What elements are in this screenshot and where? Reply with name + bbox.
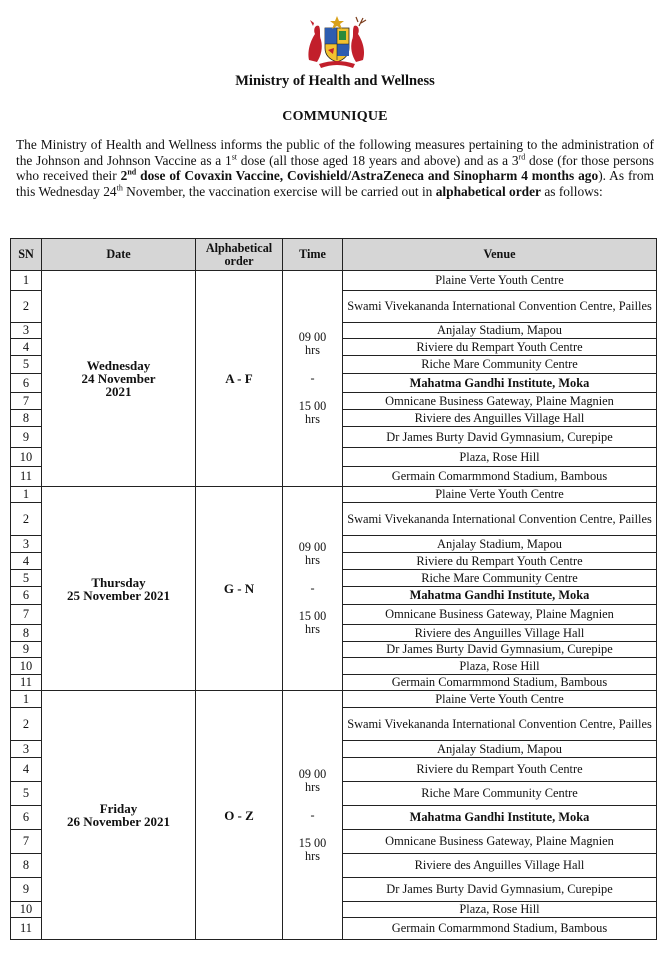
coat-of-arms-icon <box>303 14 371 70</box>
time-hrs-end: hrs <box>305 412 320 426</box>
date-cell <box>42 691 196 940</box>
row-sn: 8 <box>11 854 42 878</box>
time-cell <box>283 487 343 691</box>
venue-cell: Dr James Burty David Gymnasium, Curepipe <box>343 427 657 448</box>
row-sn: 6 <box>11 806 42 830</box>
row-sn: 6 <box>11 374 42 393</box>
venue-cell: Mahatma Gandhi Institute, Moka <box>343 806 657 830</box>
venue-cell: Riviere des Anguilles Village Hall <box>343 625 657 642</box>
venue-cell: Riviere du Rempart Youth Centre <box>343 339 657 356</box>
venue-cell: Omnicane Business Gateway, Plaine Magnien <box>343 830 657 854</box>
header-date: Date <box>42 239 196 271</box>
row-sn: 8 <box>11 410 42 427</box>
date-weekday: Wednesday <box>86 358 151 373</box>
time-end: 15 00 <box>298 609 327 623</box>
row-sn: 7 <box>11 830 42 854</box>
alphabetical-range-cell: A - F <box>196 271 283 487</box>
schedule-body <box>11 271 657 940</box>
venue-cell: Riche Mare Community Centre <box>343 782 657 806</box>
row-sn: 11 <box>11 918 42 940</box>
row-sn: 5 <box>11 570 42 587</box>
venue-cell: Plaza, Rose Hill <box>343 658 657 675</box>
row-sn: 4 <box>11 758 42 782</box>
venue-cell: Germain Comarmmond Stadium, Bambous <box>343 918 657 940</box>
row-sn: 6 <box>11 587 42 605</box>
row-sn: 4 <box>11 553 42 570</box>
row-sn: 9 <box>11 878 42 902</box>
intro-text-1: The Ministry of Health and Wellness informs the public of the following measures pertaining to the administration of the Johnson and Johnson Vaccine as a 1 <box>16 137 654 168</box>
venue-cell: Dr James Burty David Gymnasium, Curepipe <box>343 642 657 658</box>
venue-cell: Dr James Burty David Gymnasium, Curepipe <box>343 878 657 902</box>
header-alphabetical-order: Alphabetical order <box>196 239 283 271</box>
venue-cell: Swami Vivekananda International Convention Centre, Pailles <box>343 291 657 323</box>
venue-cell: Anjalay Stadium, Mapou <box>343 741 657 758</box>
date-cell <box>42 271 196 487</box>
time-end: 15 00 <box>298 835 327 850</box>
intro-text-6: as follows: <box>541 183 603 199</box>
intro-bold-2: alphabetical order <box>435 183 541 199</box>
row-sn: 2 <box>11 708 42 741</box>
date-full: 24 November 2021 <box>81 371 156 399</box>
row-sn: 9 <box>11 642 42 658</box>
intro-text-5: November, the vaccination exercise will be carried out in <box>122 183 436 199</box>
venue-cell: Swami Vivekananda International Convention Centre, Pailles <box>343 503 657 536</box>
venue-cell: Riviere du Rempart Youth Centre <box>343 553 657 570</box>
venue-cell: Riviere des Anguilles Village Hall <box>343 410 657 427</box>
row-sn: 1 <box>11 487 42 503</box>
date-full: 25 November 2021 <box>66 587 171 603</box>
row-sn: 2 <box>11 291 42 323</box>
row-sn: 7 <box>11 605 42 625</box>
intro-bold-1: 2nd dose of Covaxin Vaccine, Covishield/AstraZeneca and Sinopharm 4 months ago <box>120 167 599 184</box>
time-cell <box>283 271 343 487</box>
row-sn: 4 <box>11 339 42 356</box>
venue-cell: Mahatma Gandhi Institute, Moka <box>343 587 657 605</box>
venue-cell: Swami Vivekananda International Convention Centre, Pailles <box>343 708 657 741</box>
alphabetical-range-cell: G - N <box>196 487 283 691</box>
time-start: 09 00 <box>298 766 327 781</box>
row-sn: 10 <box>11 902 42 918</box>
table-row <box>11 487 657 503</box>
vaccination-schedule-table <box>10 238 657 940</box>
row-sn: 10 <box>11 448 42 467</box>
date-weekday: Friday <box>99 801 138 816</box>
venue-cell: Plaza, Rose Hill <box>343 448 657 467</box>
communique-heading: COMMUNIQUE <box>282 109 388 124</box>
intro-sup-3: th <box>116 183 123 193</box>
time-end: 15 00 <box>298 399 327 413</box>
date-cell <box>42 487 196 691</box>
venue-cell: Mahatma Gandhi Institute, Moka <box>343 374 657 393</box>
row-sn: 11 <box>11 467 42 487</box>
ministry-title: Ministry of Health and Wellness <box>235 73 435 89</box>
time-hrs: hrs <box>305 553 320 567</box>
venue-cell: Anjalay Stadium, Mapou <box>343 536 657 553</box>
time-hrs-end: hrs <box>305 622 320 636</box>
row-sn: 10 <box>11 658 42 675</box>
venue-cell: Riche Mare Community Centre <box>343 356 657 374</box>
table-header-row <box>11 239 657 271</box>
table-row <box>11 691 657 708</box>
header-time: Time <box>283 239 343 271</box>
intro-text-4: ). As from this Wednesday 24 <box>16 168 654 199</box>
row-sn: 1 <box>11 271 42 291</box>
venue-cell: Riche Mare Community Centre <box>343 570 657 587</box>
row-sn: 11 <box>11 675 42 691</box>
row-sn: 1 <box>11 691 42 708</box>
time-start: 09 00 <box>298 540 327 554</box>
intro-text-3: dose (for those persons who received their <box>16 152 655 184</box>
time-dash: - <box>310 807 315 822</box>
alphabetical-range-cell: O - Z <box>196 691 283 940</box>
venue-cell: Riviere des Anguilles Village Hall <box>343 854 657 878</box>
venue-cell: Germain Comarmmond Stadium, Bambous <box>343 675 657 691</box>
venue-cell: Anjalay Stadium, Mapou <box>343 323 657 339</box>
time-dash: - <box>310 581 315 595</box>
venue-cell: Omnicane Business Gateway, Plaine Magnien <box>343 393 657 410</box>
time-cell <box>283 691 343 940</box>
intro-paragraph <box>16 137 654 199</box>
date-full: 26 November 2021 <box>66 814 171 829</box>
time-hrs: hrs <box>305 343 320 357</box>
row-sn: 2 <box>11 503 42 536</box>
intro-sup-2: rd <box>518 152 526 162</box>
venue-cell: Omnicane Business Gateway, Plaine Magnien <box>343 605 657 625</box>
date-weekday: Thursday <box>91 574 146 590</box>
header-sn: SN <box>11 239 42 271</box>
venue-cell: Plaine Verte Youth Centre <box>343 271 657 291</box>
row-sn: 5 <box>11 356 42 374</box>
time-start: 09 00 <box>298 330 327 344</box>
time-dash: - <box>310 371 315 385</box>
row-sn: 9 <box>11 427 42 448</box>
row-sn: 8 <box>11 625 42 642</box>
venue-cell: Germain Comarmmond Stadium, Bambous <box>343 467 657 487</box>
intro-text-2: dose (all those aged 18 years and above) and as a 3 <box>237 152 519 168</box>
table-row <box>11 271 657 291</box>
row-sn: 3 <box>11 741 42 758</box>
row-sn: 5 <box>11 782 42 806</box>
row-sn: 3 <box>11 323 42 339</box>
venue-cell: Plaza, Rose Hill <box>343 902 657 918</box>
venue-cell: Riviere du Rempart Youth Centre <box>343 758 657 782</box>
row-sn: 3 <box>11 536 42 553</box>
time-hrs-end: hrs <box>305 848 320 863</box>
row-sn: 7 <box>11 393 42 410</box>
venue-cell: Plaine Verte Youth Centre <box>343 691 657 708</box>
intro-sup-1: st <box>231 152 238 162</box>
time-hrs: hrs <box>305 779 320 794</box>
header-venue: Venue <box>343 239 657 271</box>
venue-cell: Plaine Verte Youth Centre <box>343 487 657 503</box>
